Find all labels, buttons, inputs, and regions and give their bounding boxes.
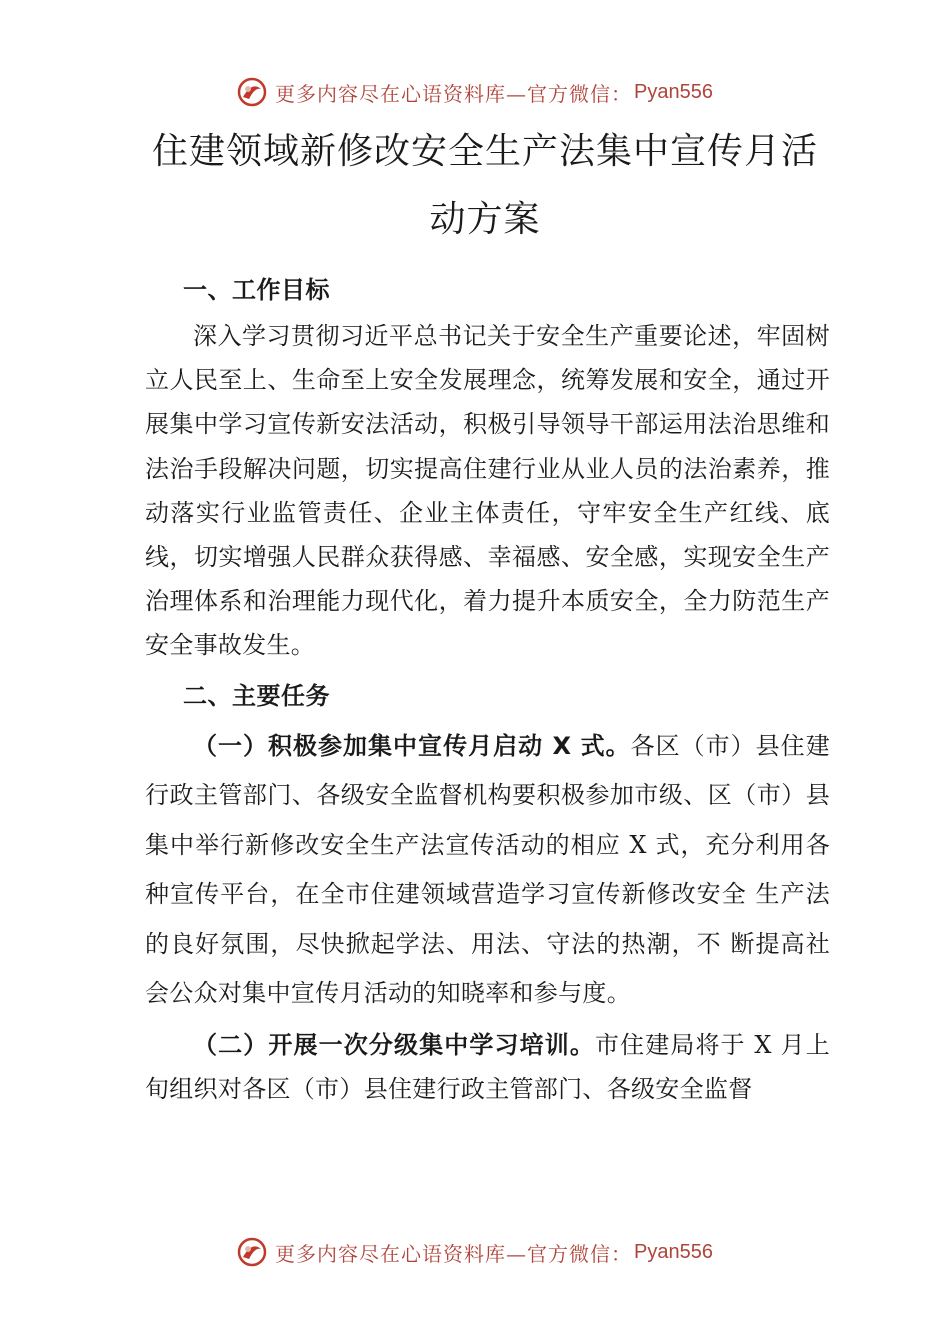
document-title: 住建领域新修改安全生产法集中宣传月活动方案 [151, 131, 818, 240]
section-heading-goals: 一、工作目标 [183, 276, 330, 304]
task-item-2-lead: （二）开展一次分级集中学习培训。 [193, 1030, 595, 1059]
watermark-wechat-id: Pyan556 [634, 80, 713, 103]
watermark-banner-bottom [0, 1232, 950, 1272]
document-body [145, 268, 830, 1111]
red-swirl-logo-icon [237, 77, 267, 107]
section-heading-tasks: 二、主要任务 [183, 681, 330, 710]
watermark-text: 更多内容尽在心语资料库—官方微信： [275, 81, 633, 106]
task-item-1-text: 各区（市）县住建行政主管部门、各级安全监督机构要积极参加市级、区（市）县集中举行新修改安全生产法宣传活动的相应 X 式，充分利用各种宣传平台，在全市住建领域营造学习宣传新修改安全 生产法的良好氛围，尽快掀起学法、用法、守法的热潮，不 断提高社会公众对集中宣传月活动的知晓率和参与度。 [145, 731, 830, 1008]
task-item-2-text: 市住建局将于 X 月上旬组织对各区（市）县住建行政主管部门、各级安全监督 [145, 1030, 830, 1103]
watermark-banner-top [0, 72, 950, 112]
red-swirl-logo-icon [237, 1237, 267, 1267]
task-item-2 [145, 1023, 830, 1111]
watermark-wechat-id: Pyan556 [634, 1240, 713, 1263]
watermark-text: 更多内容尽在心语资料库—官方微信： [275, 1241, 633, 1266]
paragraph-goals: 深入学习贯彻习近平总书记关于安全生产重要论述，牢固树立人民至上、生命至上安全发展理念，统筹发展和安全，通过开展集中学习宣传新安法活动，积极引导领导干部运用法治思维和法治手段解决问题，切实提高住建行业从业人员的法治素养，推动落实行业监管责任、企业主体责任，守牢安全生产红线、底线，切实增强人民群众获得感、幸福感、安全感，实现安全生产治理体系和治理能力现代化，着力提升本质安全，全力防范生产安全事故发生。 [145, 322, 830, 660]
task-item-1-lead: （一）积极参加集中宣传月启动 X 式。 [193, 731, 631, 760]
task-item-1 [145, 722, 830, 1019]
